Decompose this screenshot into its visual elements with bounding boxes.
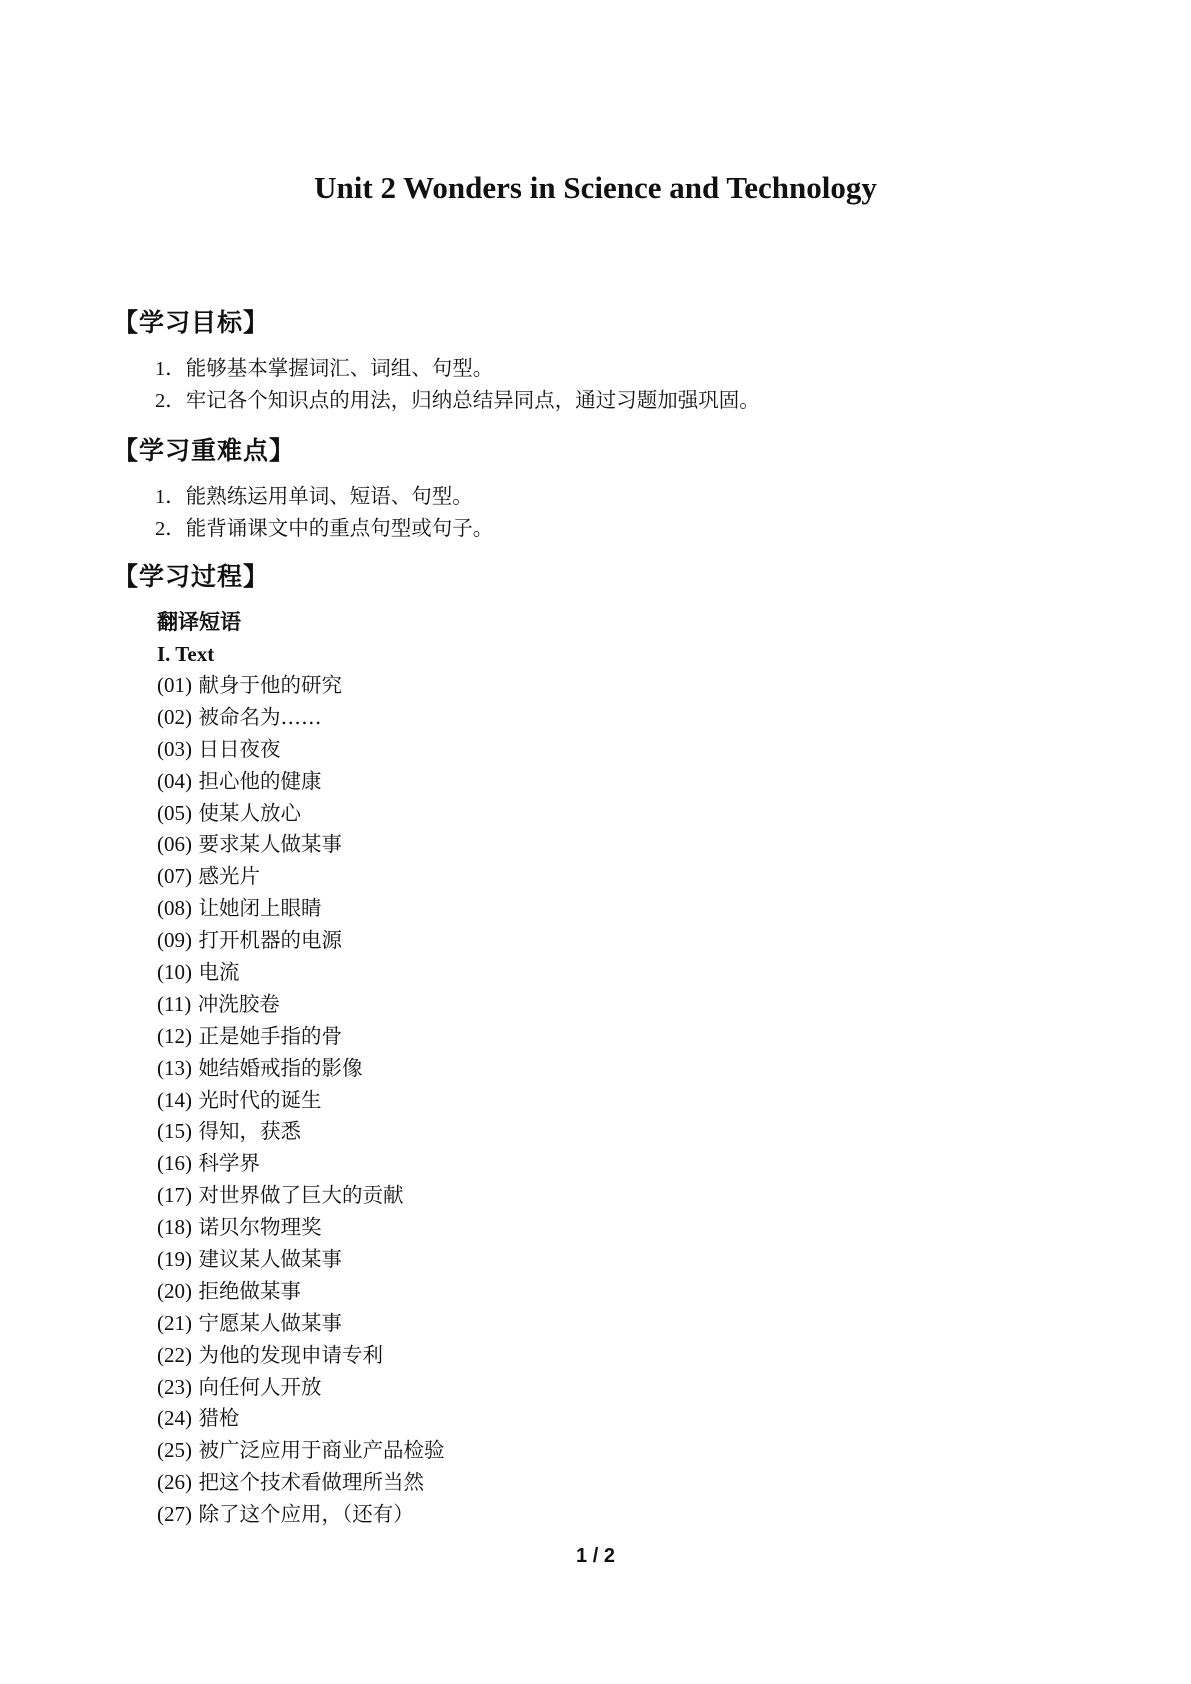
section-heading-key-points: 【学习重难点】 [113,436,296,465]
phrase-list [157,670,445,1531]
list-item: (19) 建议某人做某事 [157,1247,343,1272]
list-item: (01) 献身于他的研究 [157,673,343,697]
list-item: (20) 拒绝做某事 [157,1278,302,1303]
list-item: (05) 使某人放心 [157,800,302,825]
page-title: Unit 2 Wonders in Science and Technology [314,170,877,205]
list-item: (09) 打开机器的电源 [157,928,343,953]
list-item: (18) 诺贝尔物理奖 [157,1215,322,1240]
list-item: (16) 科学界 [157,1151,261,1176]
list-item: (13) 她结婚戒指的影像 [157,1055,363,1080]
list-item: 2．能背诵课文中的重点句型或句子。 [155,516,494,540]
page-number: 1 / 2 [576,1545,615,1567]
list-item: 1．能熟练运用单词、短语、句型。 [155,484,473,508]
list-item: (21) 宁愿某人做某事 [157,1310,343,1335]
list-item: (15) 得知，获悉 [157,1119,302,1144]
list-item: (23) 向任何人开放 [157,1374,322,1399]
list-item: (24) 猎枪 [157,1406,240,1431]
list-item: 2．牢记各个知识点的用法，归纳总结异同点，通过习题加强巩固。 [155,388,760,412]
list-item: (02) 被命名为…… [157,704,322,729]
list-item: (10) 电流 [157,960,240,985]
list-item: (17) 对世界做了巨大的贡献 [157,1183,404,1208]
section-heading-process: 【学习过程】 [113,562,270,591]
list-item: (27) 除了这个应用，（还有） [157,1502,414,1527]
list-item: (12) 正是她手指的骨 [157,1023,343,1048]
list-item: (08) 让她闭上眼睛 [157,896,322,921]
subheading-translate-phrases: 翻译短语 [157,610,241,634]
list-item: (25) 被广泛应用于商业产品检验 [157,1438,445,1463]
section-heading-goals: 【学习目标】 [113,308,270,337]
list-item: (07) 感光片 [157,864,261,889]
list-item: (26) 把这个技术看做理所当然 [157,1470,425,1495]
subheading-text: I. Text [157,642,215,666]
goals-list [155,352,760,416]
list-item: (06) 要求某人做某事 [157,832,343,857]
list-item: (14) 光时代的诞生 [157,1087,322,1112]
list-item: (03) 日日夜夜 [157,736,281,761]
process-content [157,606,445,1531]
list-item: (11) 冲洗胶卷 [157,991,280,1016]
list-item: 1．能够基本掌握词汇、词组、句型。 [155,356,494,380]
key-points-list [155,480,493,544]
list-item: (04) 担心他的健康 [157,768,322,793]
list-item: (22) 为他的发现申请专利 [157,1342,384,1367]
